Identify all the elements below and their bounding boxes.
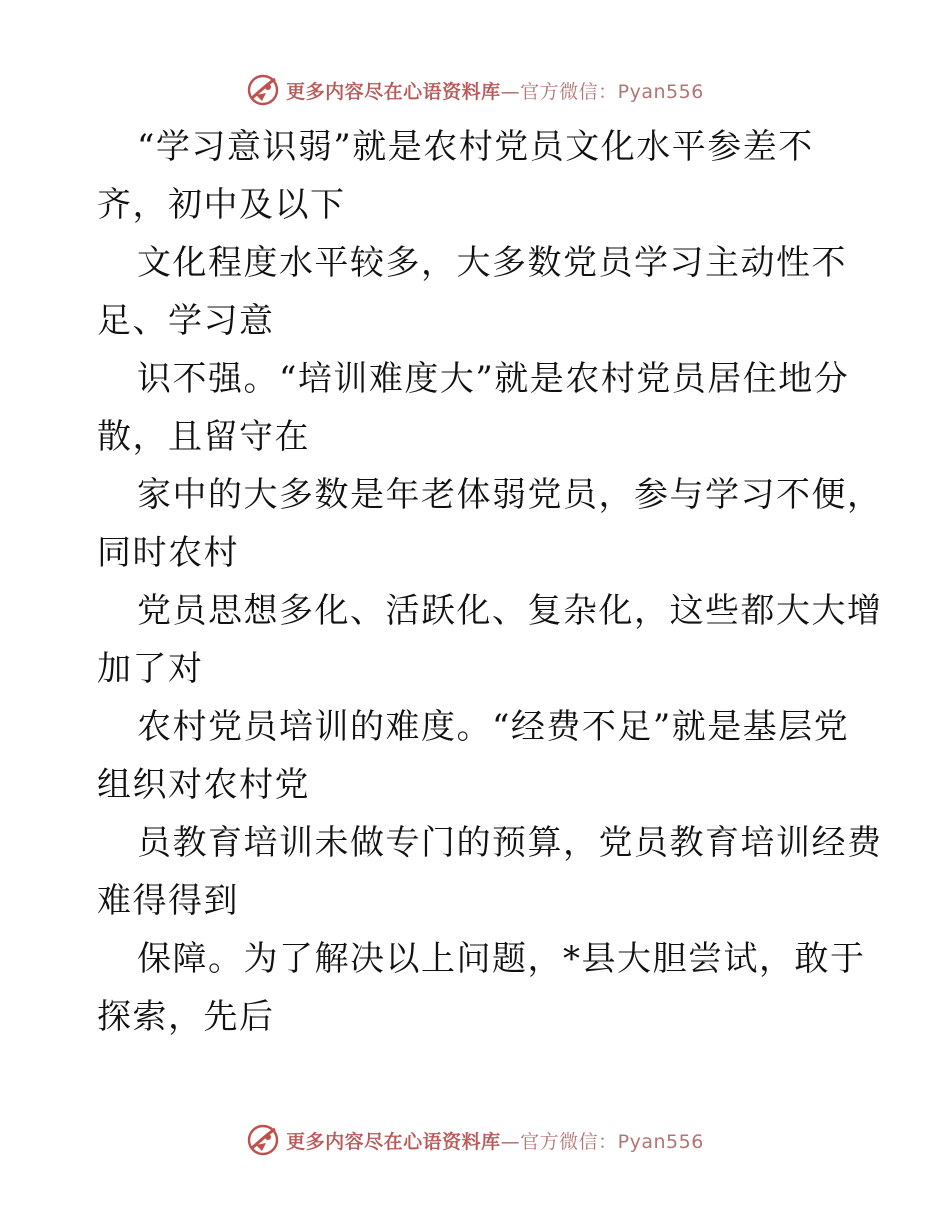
banner-wechat: 官方微信：Pyan556	[520, 80, 704, 103]
text-line-16: 探索，先后	[97, 997, 275, 1037]
banner-brand: 更多内容尽在心语资料库	[286, 1130, 501, 1153]
footer-banner	[0, 1120, 950, 1160]
text-line-2: 齐，初中及以下	[97, 185, 346, 225]
header-banner	[0, 70, 950, 110]
document-body	[97, 118, 883, 1046]
text-line-1: “学习意识弱”就是农村党员文化水平参差不	[137, 127, 814, 167]
banner-separator: —	[500, 80, 521, 103]
text-line-5: 识不强。“培训难度大”就是农村党员居住地分	[137, 359, 850, 399]
text-line-4: 足、学习意	[97, 301, 275, 341]
text-line-7: 家中的大多数是年老体弱党员，参与学习不便，	[137, 475, 883, 515]
text-line-15: 保障。为了解决以上问题，*县大胆尝试，敢于	[137, 939, 866, 979]
text-line-13: 员教育培训未做专门的预算，党员教育培训经费	[137, 823, 883, 863]
pen-logo-icon	[246, 1123, 280, 1157]
text-line-10: 加了对	[97, 649, 204, 689]
text-line-3: 文化程度水平较多，大多数党员学习主动性不	[137, 243, 847, 283]
text-line-6: 散，且留守在	[97, 417, 310, 457]
pen-logo-icon	[246, 73, 280, 107]
header-banner-text	[286, 77, 704, 104]
banner-brand: 更多内容尽在心语资料库	[286, 80, 501, 103]
text-line-9: 党员思想多化、活跃化、复杂化，这些都大大增	[137, 591, 883, 631]
banner-wechat: 官方微信：Pyan556	[520, 1130, 704, 1153]
footer-banner-text	[286, 1127, 704, 1154]
text-line-11: 农村党员培训的难度。“经费不足”就是基层党	[137, 707, 850, 747]
text-line-12: 组织对农村党	[97, 765, 310, 805]
text-line-8: 同时农村	[97, 533, 239, 573]
text-line-14: 难得得到	[97, 881, 239, 921]
banner-separator: —	[500, 1130, 521, 1153]
